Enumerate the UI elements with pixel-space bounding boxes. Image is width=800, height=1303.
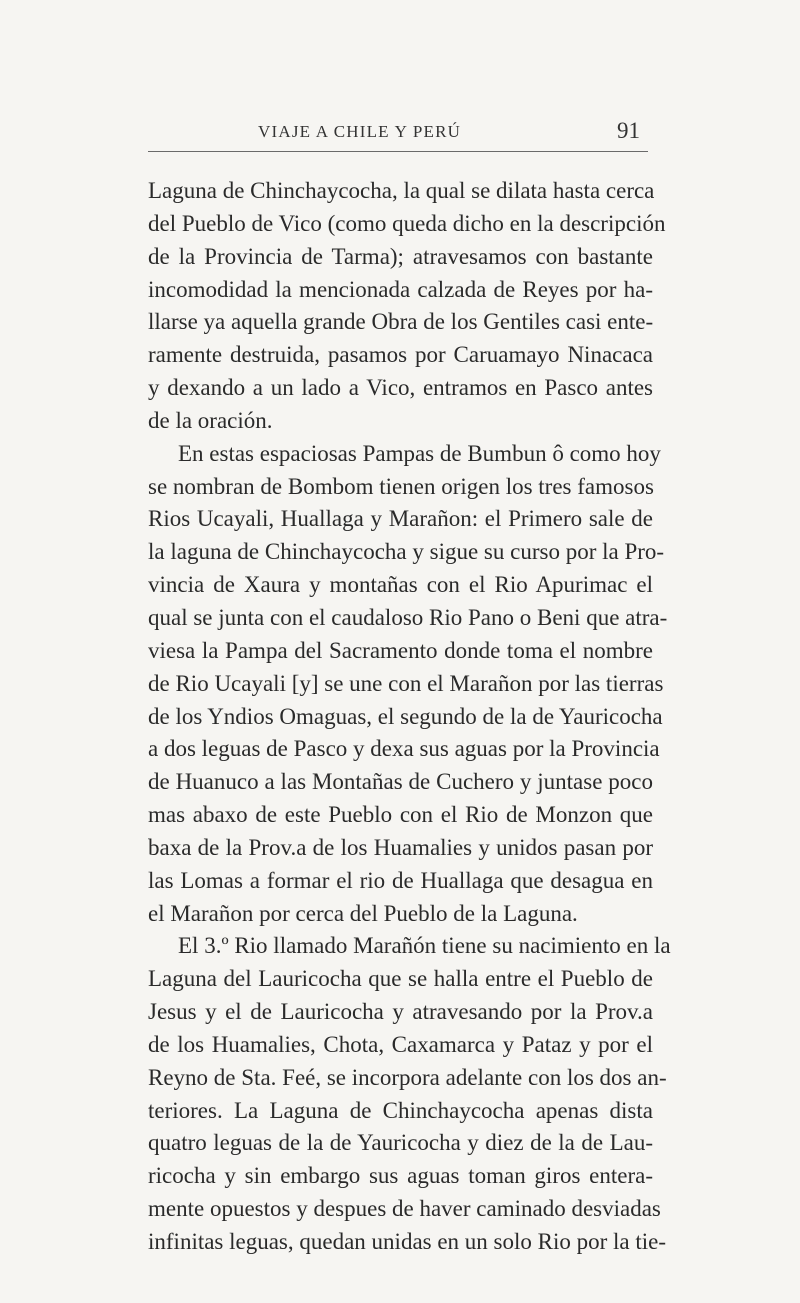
page-header	[148, 118, 648, 158]
text-line: de los Huamalies, Chota, Caxamarca y Pataz y por el	[148, 1031, 653, 1057]
page-number: 91	[617, 118, 640, 143]
body-text	[148, 175, 671, 1259]
text-line: el Marañon por cerca del Pueblo de la Laguna.	[148, 900, 578, 926]
text-line: incomodidad la mencionada calzada de Reyes por ha-	[148, 276, 653, 302]
text-line: y dexando a un lado a Vico, entramos en Pasco antes	[148, 375, 653, 401]
text-line: de la Provincia de Tarma); atravesamos con bastante	[148, 243, 653, 269]
text-line: viesa la Pampa del Sacramento donde toma el nombre	[148, 637, 653, 663]
header-rule	[148, 151, 648, 152]
text-line: mente opuestos y despues de haver caminado desviadas	[148, 1196, 661, 1222]
text-line: qual se junta con el caudaloso Rio Pano o Beni que atra-	[148, 604, 668, 630]
text-line: de Rio Ucayali [y] se une con el Marañon por las tierras	[148, 670, 664, 696]
text-line: Laguna de Chinchaycocha, la qual se dilata hasta cerca	[148, 178, 655, 203]
text-line: de la oración.	[148, 407, 273, 433]
text-line: de los Yndios Omaguas, el segundo de la de Yauricocha	[148, 703, 663, 729]
text-line: Reyno de Sta. Feé, se incorpora adelante con los dos an-	[148, 1064, 667, 1090]
text-line: llarse ya aquella grande Obra de los Gentiles casi ente-	[148, 309, 654, 335]
text-line: infinitas leguas, quedan unidas en un solo Rio por la tie-	[148, 1229, 667, 1254]
text-line: la laguna de Chinchaycocha y sigue su curso por la Pro-	[148, 539, 665, 565]
text-line: vincia de Xaura y montañas con el Rio Apurimac el	[148, 572, 653, 598]
text-line: Rios Ucayali, Huallaga y Marañon: el Primero sale de	[148, 506, 653, 532]
text-line: El 3.º Rio llamado Marañón tiene su nacimiento en la	[178, 933, 671, 959]
text-line: teriores. La Laguna de Chinchaycocha apenas dista	[148, 1097, 653, 1123]
text-line: las Lomas a formar el rio de Huallaga que desagua en	[148, 867, 653, 893]
text-line: Laguna del Lauricocha que se halla entre el Pueblo de	[148, 966, 653, 992]
text-line: del Pueblo de Vico (como queda dicho en la descripción	[148, 210, 666, 236]
running-head: VIAJE A CHILE Y PERÚ	[258, 122, 462, 141]
text-line: mas abaxo de este Pueblo con el Rio de Monzon que	[148, 802, 653, 828]
text-line: a dos leguas de Pasco y dexa sus aguas por la Provincia	[148, 736, 660, 762]
text-line: Jesus y el de Lauricocha y atravesando por la Prov.a	[148, 999, 653, 1025]
text-line: En estas espaciosas Pampas de Bumbun ô como hoy	[178, 440, 661, 466]
text-line: se nombran de Bombom tienen origen los tres famosos	[148, 473, 654, 499]
text-line: quatro leguas de la de Yauricocha y diez de la de Lau-	[148, 1130, 653, 1156]
text-line: baxa de la Prov.a de los Huamalies y unidos pasan por	[148, 834, 653, 860]
text-line: ricocha y sin embargo sus aguas toman giros entera-	[148, 1163, 653, 1189]
text-line: de Huanuco a las Montañas de Cuchero y juntase poco	[148, 769, 653, 795]
text-line: ramente destruida, pasamos por Caruamayo Ninacaca	[148, 342, 653, 368]
